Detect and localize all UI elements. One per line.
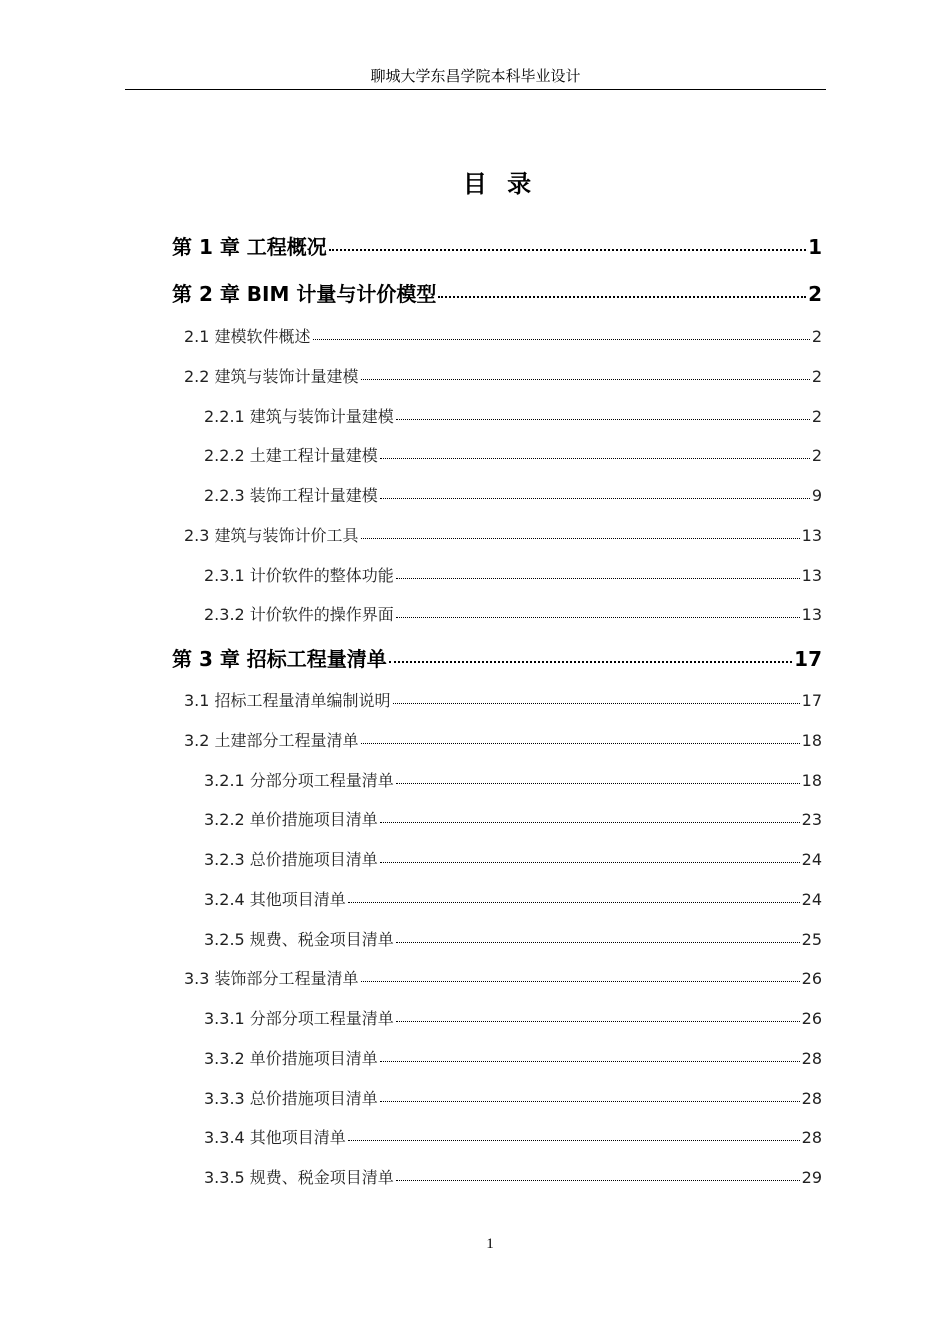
toc-entry-label: 第 1 章 工程概况	[172, 235, 327, 259]
toc-entry-page: 2	[808, 282, 822, 306]
toc-entry-page: 18	[801, 731, 822, 750]
toc-entry[interactable]	[184, 523, 822, 546]
dot-leader	[380, 1061, 800, 1062]
toc-entry[interactable]	[184, 324, 822, 347]
toc-entry-page: 17	[794, 647, 822, 671]
dot-leader	[361, 538, 800, 539]
dot-leader	[348, 1140, 800, 1141]
toc-entry[interactable]	[204, 1006, 822, 1029]
toc-entry-label: 2.2 建筑与装饰计量建模	[184, 367, 359, 386]
toc-entry-label: 3.1 招标工程量清单编制说明	[184, 691, 391, 710]
dot-leader	[348, 902, 800, 903]
dot-leader	[380, 498, 810, 499]
dot-leader	[396, 1021, 800, 1022]
toc-entry[interactable]	[204, 1086, 822, 1109]
toc-entry-label: 3.3.3 总价措施项目清单	[204, 1089, 378, 1108]
toc-entry-page: 17	[801, 691, 822, 710]
toc-entry-page: 23	[801, 810, 822, 829]
toc-entry-page: 2	[811, 367, 822, 386]
toc-entry-page: 25	[801, 930, 822, 949]
toc-entry[interactable]	[204, 927, 822, 950]
toc-entry-page: 13	[801, 566, 822, 585]
toc-entry-label: 2.2.3 装饰工程计量建模	[204, 486, 378, 505]
dot-leader	[380, 1101, 800, 1102]
toc-entry[interactable]	[204, 847, 822, 870]
toc-entry-label: 2.1 建模软件概述	[184, 327, 311, 346]
dot-leader	[393, 703, 800, 704]
toc-entry-page: 26	[801, 969, 822, 988]
toc-entry-page: 29	[801, 1168, 822, 1187]
toc-entry-label: 3.2.3 总价措施项目清单	[204, 850, 378, 869]
toc-entry-label: 3.3.4 其他项目清单	[204, 1128, 346, 1147]
dot-leader	[396, 617, 800, 618]
running-header: 聊城大学东昌学院本科毕业设计	[370, 67, 581, 85]
toc-entry[interactable]	[184, 364, 822, 387]
toc-title: 目 录	[462, 170, 538, 198]
toc-entry-page: 24	[801, 890, 822, 909]
toc-entry-page: 13	[801, 605, 822, 624]
dot-leader	[361, 743, 800, 744]
toc-entry-page: 13	[801, 526, 822, 545]
toc-entry[interactable]	[204, 602, 822, 625]
toc-entry[interactable]	[172, 231, 822, 260]
dot-leader	[361, 981, 800, 982]
toc-entry[interactable]	[204, 563, 822, 586]
dot-leader	[396, 419, 810, 420]
toc-entry-label: 3.2.5 规费、税金项目清单	[204, 930, 394, 949]
toc-entry[interactable]	[204, 1046, 822, 1069]
toc-entry-label: 3.3.5 规费、税金项目清单	[204, 1168, 394, 1187]
toc-entry[interactable]	[204, 887, 822, 910]
toc-entry-page: 18	[801, 771, 822, 790]
dot-leader	[361, 379, 810, 380]
toc-entry-label: 3.2 土建部分工程量清单	[184, 731, 359, 750]
toc-entry-page: 28	[801, 1049, 822, 1068]
toc-entry-page: 9	[811, 486, 822, 505]
toc-entry[interactable]	[172, 278, 822, 307]
toc-entry-label: 2.2.2 土建工程计量建模	[204, 446, 378, 465]
toc-entry[interactable]	[184, 688, 822, 711]
toc-entry-label: 3.2.4 其他项目清单	[204, 890, 346, 909]
toc-entry[interactable]	[204, 483, 822, 506]
toc-entry-page: 28	[801, 1089, 822, 1108]
toc-entry-page: 26	[801, 1009, 822, 1028]
dot-leader	[313, 339, 810, 340]
toc-entry-label: 3.3.1 分部分项工程量清单	[204, 1009, 394, 1028]
toc-entry-page: 2	[811, 407, 822, 426]
dot-leader	[329, 249, 806, 251]
toc-entry-label: 2.2.1 建筑与装饰计量建模	[204, 407, 394, 426]
dot-leader	[396, 578, 800, 579]
toc-entry-label: 3.3.2 单价措施项目清单	[204, 1049, 378, 1068]
toc-entry-label: 2.3.2 计价软件的操作界面	[204, 605, 394, 624]
header-rule	[125, 89, 826, 90]
toc-entry-label: 第 2 章 BIM 计量与计价模型	[172, 282, 437, 306]
toc-entry[interactable]	[172, 643, 822, 672]
toc-entry-page: 24	[801, 850, 822, 869]
dot-leader	[396, 783, 800, 784]
toc-entry-label: 第 3 章 招标工程量清单	[172, 647, 387, 671]
toc-entry-label: 2.3 建筑与装饰计价工具	[184, 526, 359, 545]
dot-leader	[380, 458, 810, 459]
dot-leader	[380, 862, 800, 863]
toc-entry[interactable]	[204, 807, 822, 830]
dot-leader	[438, 296, 806, 298]
toc-entry-label: 3.2.1 分部分项工程量清单	[204, 771, 394, 790]
toc-entry-page: 1	[808, 235, 822, 259]
dot-leader	[389, 661, 792, 663]
toc-entry-label: 2.3.1 计价软件的整体功能	[204, 566, 394, 585]
toc-entry[interactable]	[184, 966, 822, 989]
toc-entry[interactable]	[204, 443, 822, 466]
toc-entry[interactable]	[204, 1165, 822, 1188]
toc-entry[interactable]	[204, 404, 822, 427]
dot-leader	[380, 822, 800, 823]
toc-entry-label: 3.3 装饰部分工程量清单	[184, 969, 359, 988]
toc-entry[interactable]	[204, 1125, 822, 1148]
toc-entry-page: 28	[801, 1128, 822, 1147]
toc-entry[interactable]	[204, 768, 822, 791]
toc-entry[interactable]	[184, 728, 822, 751]
toc-entry-page: 2	[811, 327, 822, 346]
page-number: 1	[486, 1236, 494, 1252]
toc-entry-label: 3.2.2 单价措施项目清单	[204, 810, 378, 829]
toc-entry-page: 2	[811, 446, 822, 465]
dot-leader	[396, 1180, 800, 1181]
dot-leader	[396, 942, 800, 943]
